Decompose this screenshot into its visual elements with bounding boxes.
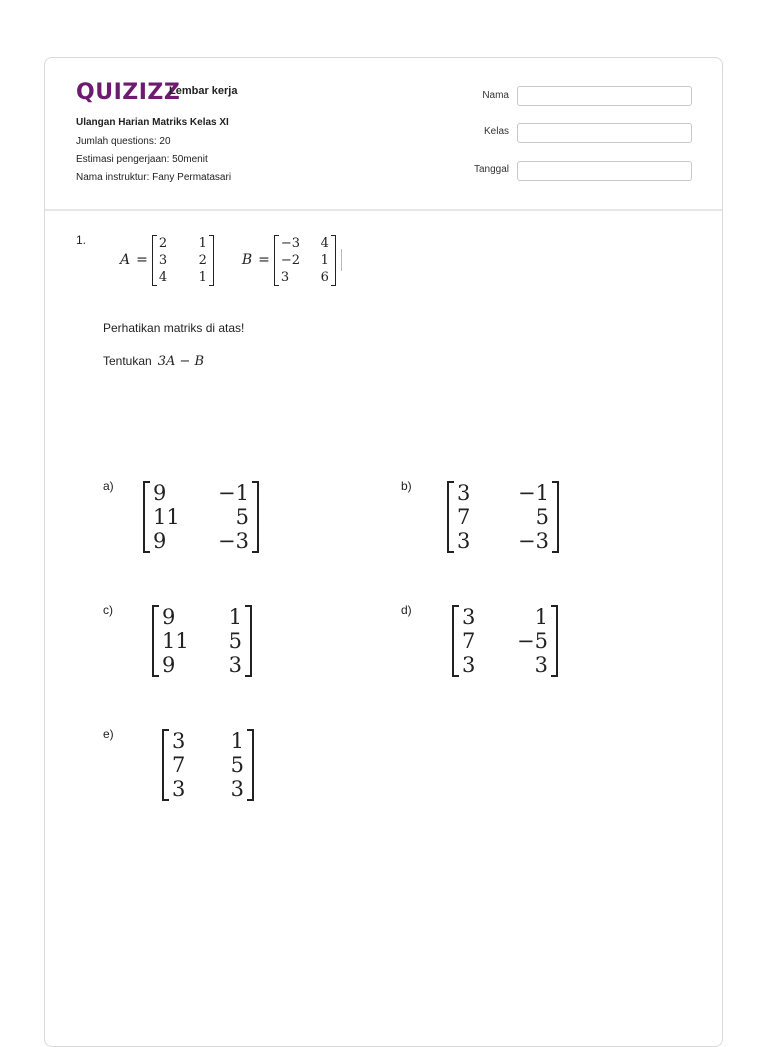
- bracket-right: [252, 481, 259, 553]
- matrix-cell: −3: [280, 235, 301, 251]
- matrix-row: [153, 505, 249, 529]
- option-matrix[interactable]: [143, 481, 259, 553]
- matrix-cell: 3: [457, 481, 471, 505]
- matrix-a: [152, 235, 214, 286]
- duration-estimate: Estimasi pengerjaan: 50menit: [76, 154, 208, 165]
- matrix-cell: 1: [228, 605, 242, 629]
- matrix-b: [274, 235, 336, 286]
- worksheet-header: [45, 58, 722, 211]
- matrix-row: [162, 629, 242, 653]
- task-expression: 3A − B: [157, 354, 205, 369]
- bracket-right: [245, 605, 252, 677]
- matrix-row: [462, 629, 548, 653]
- option-label: a): [103, 479, 114, 493]
- matrix-a-name: A: [120, 252, 131, 268]
- matrix-cell: 3: [457, 529, 471, 553]
- matrix-cell: 11: [162, 629, 189, 653]
- matrix-cell: 4: [320, 235, 329, 251]
- date-field[interactable]: [517, 161, 692, 181]
- matrix-cell: −3: [518, 529, 549, 553]
- matrix-cell: −3: [218, 529, 249, 553]
- matrix-cell: 5: [235, 505, 249, 529]
- matrix-row: [172, 753, 244, 777]
- option-label: e): [103, 727, 114, 741]
- matrix-cell: −5: [517, 629, 548, 653]
- bracket-left: [447, 481, 454, 553]
- bracket-right: [331, 235, 336, 286]
- matrix-cell: 7: [172, 753, 186, 777]
- option-label: b): [401, 479, 412, 493]
- matrix-cell: 3: [172, 777, 186, 801]
- matrix-cell: −1: [218, 481, 249, 505]
- instruction-text: Perhatikan matriks di atas!: [103, 321, 245, 335]
- matrix-row: [457, 505, 549, 529]
- matrix-cell: 6: [320, 269, 329, 285]
- matrix-b-name: B: [241, 252, 253, 268]
- worksheet: [44, 57, 723, 1047]
- option-matrix[interactable]: [162, 729, 254, 801]
- matrix-cell: 7: [457, 505, 471, 529]
- equals-sign: =: [258, 252, 270, 268]
- option-matrix[interactable]: [452, 605, 558, 677]
- matrix-cell: 5: [228, 629, 242, 653]
- quiz-title: Ulangan Harian Matriks Kelas XI: [76, 117, 229, 128]
- option-matrix[interactable]: [152, 605, 252, 677]
- matrix-cell: 1: [198, 269, 207, 285]
- bracket-left: [452, 605, 459, 677]
- bracket-right: [551, 605, 558, 677]
- matrix-row: [172, 729, 244, 753]
- bracket-left: [143, 481, 150, 553]
- matrix-row: [153, 529, 249, 553]
- matrix-row: [162, 653, 242, 677]
- task-text: [103, 354, 204, 369]
- matrix-row: [159, 235, 207, 252]
- matrix-cell: 3: [172, 729, 186, 753]
- matrix-cell: 1: [198, 235, 207, 251]
- matrix-cell: 3: [462, 605, 476, 629]
- matrix-row: [462, 605, 548, 629]
- matrix-cell: 9: [162, 605, 176, 629]
- matrix-row: [159, 269, 207, 286]
- matrix-row: [457, 529, 549, 553]
- matrix-cell: 3: [280, 269, 290, 285]
- quizizz-logo: QUIZIZZ: [76, 80, 181, 105]
- matrix-cell: 3: [230, 777, 244, 801]
- task-label: Tentukan: [103, 354, 152, 368]
- bracket-right: [209, 235, 214, 286]
- matrix-cell: 4: [158, 269, 168, 285]
- matrix-cell: 2: [198, 252, 207, 268]
- question-count: Jumlah questions: 20: [76, 136, 171, 147]
- matrix-cell: 3: [534, 653, 548, 677]
- bracket-left: [152, 605, 159, 677]
- matrix-row: [281, 252, 329, 269]
- matrix-row: [159, 252, 207, 269]
- name-field[interactable]: [517, 86, 692, 106]
- option-label: c): [103, 603, 113, 617]
- matrix-cell: −1: [518, 481, 549, 505]
- matrix-cell: −2: [280, 252, 301, 268]
- option-label: d): [401, 603, 412, 617]
- instructor-name: Nama instruktur: Fany Permatasari: [76, 172, 232, 183]
- bracket-right: [247, 729, 254, 801]
- option-matrix[interactable]: [447, 481, 559, 553]
- matrix-cell: 3: [158, 252, 168, 268]
- matrix-cell: 9: [153, 529, 167, 553]
- matrix-row: [153, 481, 249, 505]
- class-label: Kelas: [483, 126, 509, 137]
- matrix-cell: 7: [462, 629, 476, 653]
- matrix-cell: 3: [462, 653, 476, 677]
- bracket-right: [552, 481, 559, 553]
- matrix-cell: 1: [320, 252, 329, 268]
- matrix-cell: 5: [230, 753, 244, 777]
- matrix-cell: 11: [153, 505, 180, 529]
- matrix-row: [281, 269, 329, 286]
- matrix-row: [281, 235, 329, 252]
- matrix-cell: 1: [534, 605, 548, 629]
- matrix-row: [172, 777, 244, 801]
- matrix-cell: 9: [162, 653, 176, 677]
- text-cursor: [341, 249, 342, 271]
- matrix-row: [462, 653, 548, 677]
- matrix-cell: 5: [535, 505, 549, 529]
- matrix-row: [162, 605, 242, 629]
- bracket-left: [162, 729, 169, 801]
- matrix-cell: 9: [153, 481, 167, 505]
- matrix-row: [457, 481, 549, 505]
- name-label: Nama: [482, 90, 509, 101]
- matrix-cell: 2: [158, 235, 168, 251]
- equals-sign: =: [136, 252, 148, 268]
- class-field[interactable]: [517, 123, 692, 143]
- date-label: Tanggal: [473, 164, 509, 175]
- question-number: 1.: [76, 233, 87, 247]
- given-matrices: [120, 233, 342, 287]
- matrix-cell: 1: [230, 729, 244, 753]
- matrix-cell: 3: [228, 653, 242, 677]
- sheet-type-label: Lembar kerja: [169, 85, 238, 97]
